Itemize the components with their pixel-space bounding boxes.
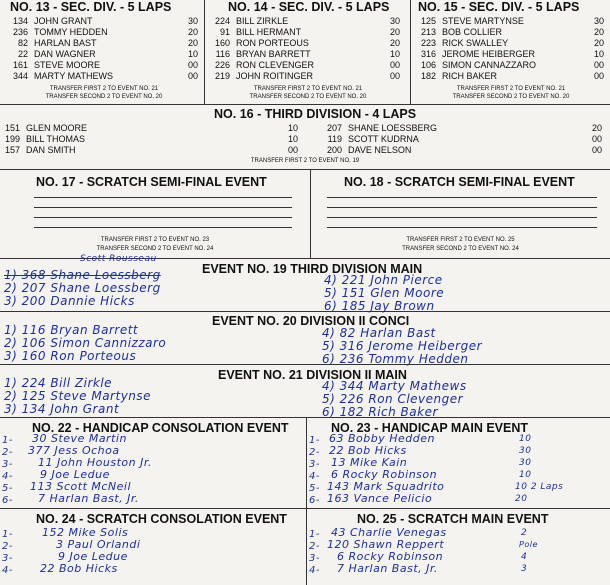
position-label: 3- xyxy=(309,459,320,470)
handwritten-result: 5) 226 Ron Clevenger xyxy=(322,392,464,406)
handwritten-result: 1) 368 Shane Loessberg xyxy=(4,268,161,282)
handwritten-result: 22 Bob Hicks xyxy=(40,562,118,575)
event-title: EVENT NO. 20 DIVISION II CONCI xyxy=(212,314,410,328)
position-label: 3- xyxy=(2,459,13,470)
event-title: NO. 24 - SCRATCH CONSOLATION EVENT xyxy=(36,512,287,526)
handwritten-result: 1) 116 Bryan Barrett xyxy=(4,323,139,337)
event-25-panel xyxy=(307,509,610,585)
handwritten-result: 63 Bobby Hedden xyxy=(329,432,435,445)
handwritten-result: 9 Joe Ledue xyxy=(58,550,128,563)
handwritten-note: 10 xyxy=(519,434,532,444)
event-14-panel: NO. 14 - SEC. DIV. - 5 LAPS 224 BILL ZIRKLE 30 91 BILL HERMANT 20 160 RON PORTEOUS 20 116 BRYAN BARRETT 10 226 RON CLEVENGER 00 219 JOHN ROITINGER 00 TRANSFER FIRST 2 TO EVENT NO. 21 TRANSFER SECOND 2 TO EVENT NO. 20 xyxy=(210,0,406,104)
handwritten-result: 11 John Houston Jr. xyxy=(38,456,152,469)
position-label: 1- xyxy=(309,435,320,446)
position-label: 3- xyxy=(2,553,13,564)
handwritten-annotation: Scott Rousseau xyxy=(80,254,157,264)
transfer-note: TRANSFER FIRST 2 TO EVENT NO. 25 xyxy=(406,237,515,243)
handwritten-note: 10 xyxy=(519,470,532,480)
handwritten-result: 163 Vance Pelicio xyxy=(327,492,433,505)
handwritten-result: 6) 182 Rich Baker xyxy=(322,405,438,419)
transfer-note: TRANSFER SECOND 2 TO EVENT NO. 24 xyxy=(96,246,214,252)
position-label: 2- xyxy=(309,447,320,458)
handwritten-result: 6) 185 Jay Brown xyxy=(324,299,435,313)
event-title: NO. 15 - SEC. DIV. - 5 LAPS xyxy=(418,0,580,14)
handwritten-result: 3) 200 Dannie Hicks xyxy=(4,294,135,308)
result-line xyxy=(327,217,597,218)
position-label: 6- xyxy=(2,495,13,506)
handwritten-result: 1) 224 Bill Zirkle xyxy=(4,376,113,390)
result-line xyxy=(34,227,292,228)
handwritten-result: 9 Joe Ledue xyxy=(40,468,110,481)
handwritten-result: 43 Charlie Venegas xyxy=(331,526,447,539)
event-title: EVENT NO. 21 DIVISION II MAIN xyxy=(218,368,407,382)
event-23-panel xyxy=(307,418,610,508)
transfer-note: TRANSFER SECOND 2 TO EVENT NO. 20 xyxy=(249,94,367,100)
handwritten-result: 2) 106 Simon Cannizzaro xyxy=(4,336,167,350)
handwritten-result: 5) 151 Glen Moore xyxy=(324,286,445,300)
event-16-panel: NO. 16 - THIRD DIVISION - 4 LAPS 151 GLEN MOORE 10 199 BILL THOMAS 10 157 DAN SMITH 00 207 SHANE LOESSBERG 20 119 SCOTT KUDRNA 00 200 DAVE NELSON 00 TRANSFER FIRST 2 TO EVENT NO. 19 xyxy=(0,105,610,169)
handwritten-result: 3) 134 John Grant xyxy=(4,402,120,416)
position-label: 2- xyxy=(309,541,320,552)
handwritten-result: 2) 125 Steve Martynse xyxy=(4,389,152,403)
transfer-note: TRANSFER FIRST 2 TO EVENT NO. 21 xyxy=(253,86,363,92)
transfer-note: TRANSFER FIRST 2 TO EVENT NO. 19 xyxy=(250,158,360,164)
position-label: 2- xyxy=(2,541,13,552)
event-title: NO. 18 - SCRATCH SEMI-FINAL EVENT xyxy=(344,175,575,189)
handwritten-note: 30 xyxy=(519,458,532,468)
event-title: NO. 13 - SEC. DIV. - 5 LAPS xyxy=(10,0,172,14)
event-title: NO. 25 - SCRATCH MAIN EVENT xyxy=(357,512,549,526)
column-divider xyxy=(204,0,205,104)
event-20-panel xyxy=(0,312,610,364)
result-line xyxy=(34,217,292,218)
handwritten-note: 2 xyxy=(521,528,528,538)
result-line xyxy=(34,207,292,208)
handwritten-result: 4) 82 Harlan Bast xyxy=(322,326,436,340)
event-13-panel: NO. 13 - SEC. DIV. - 5 LAPS 134 JOHN GRANT 30 236 TOMMY HEDDEN 20 82 HARLAN BAST 20 22 DAN WAGNER 10 161 STEVE MOORE 00 344 MARTY MATHEWS 00 TRANSFER FIRST 2 TO EVENT NO. 21 TRANSFER SECOND 2 TO EVENT NO. 20 xyxy=(10,0,198,100)
handwritten-result: 143 Mark Squadrito xyxy=(327,480,445,493)
event-24-panel xyxy=(0,509,306,585)
transfer-note: TRANSFER FIRST 2 TO EVENT NO. 23 xyxy=(100,237,210,243)
handwritten-result: 30 Steve Martin xyxy=(32,432,127,445)
handwritten-note: 20 xyxy=(515,494,528,504)
event-title: EVENT NO. 19 THIRD DIVISION MAIN xyxy=(202,262,423,276)
handwritten-result: 4) 221 John Pierce xyxy=(324,273,443,287)
event-title: NO. 16 - THIRD DIVISION - 4 LAPS xyxy=(214,107,417,121)
position-label: 4- xyxy=(2,565,13,576)
event-17-panel xyxy=(0,170,310,258)
handwritten-result: 4) 344 Marty Mathews xyxy=(322,379,467,393)
handwritten-result: 22 Bob Hicks xyxy=(329,444,407,457)
position-label: 4- xyxy=(309,565,320,576)
handwritten-result: 6 Rocky Robinson xyxy=(337,550,444,563)
handwritten-result: 3) 160 Ron Porteous xyxy=(4,349,137,363)
handwritten-result: 152 Mike Solis xyxy=(42,526,129,539)
handwritten-result: 113 Scott McNeil xyxy=(30,480,132,493)
handwritten-result: 6) 236 Tommy Hedden xyxy=(322,352,469,366)
event-15-panel: NO. 15 - SEC. DIV. - 5 LAPS 125 STEVE MARTYNSE 30 213 BOB COLLIER 20 223 RICK SWALLEY 20 316 JEROME HEIBERGER 10 106 SIMON CANNAZZARO 00 182 RICH BAKER 00 TRANSFER FIRST 2 TO EVENT NO. 21 TRANSFER SECOND 2 TO EVENT NO. 20 xyxy=(418,0,604,100)
position-label: 4- xyxy=(309,471,320,482)
position-label: 2- xyxy=(2,447,13,458)
event-title: NO. 23 - HANDICAP MAIN EVENT xyxy=(331,421,529,435)
handwritten-result: 6 Rocky Robinson xyxy=(331,468,438,481)
handwritten-result: 120 Shawn Reppert xyxy=(327,538,445,551)
handwritten-note: 10 2 Laps xyxy=(515,482,564,492)
handwritten-result: 7 Harlan Bast, Jr. xyxy=(38,492,139,505)
transfer-note: TRANSFER SECOND 2 TO EVENT NO. 24 xyxy=(402,246,519,252)
position-label: 1- xyxy=(2,529,13,540)
result-line xyxy=(327,197,597,198)
handwritten-result: 2) 207 Shane Loessberg xyxy=(4,281,161,295)
handwritten-result: 13 Mike Kain xyxy=(331,456,408,469)
handwritten-result: 377 Jess Ochoa xyxy=(28,444,120,457)
event-18-panel xyxy=(311,170,610,258)
handwritten-result: 5) 316 Jerome Heiberger xyxy=(322,339,483,353)
handwritten-note: Pole xyxy=(519,540,538,549)
result-line xyxy=(34,197,292,198)
handwritten-result: 3 Paul Orlandi xyxy=(56,538,141,551)
transfer-note: TRANSFER FIRST 2 TO EVENT NO. 21 xyxy=(456,86,566,92)
transfer-note: TRANSFER FIRST 2 TO EVENT NO. 21 xyxy=(49,86,159,92)
handwritten-note: 4 xyxy=(521,552,528,562)
handwritten-result: 7 Harlan Bast, Jr. xyxy=(337,562,438,575)
result-line xyxy=(327,227,597,228)
handwritten-note: 30 xyxy=(519,446,532,456)
event-19-panel xyxy=(0,254,610,313)
event-22-panel xyxy=(0,418,306,508)
handwritten-note: 3 xyxy=(521,564,528,574)
position-label: 5- xyxy=(2,483,13,494)
position-label: 1- xyxy=(2,435,13,446)
event-title: NO. 22 - HANDICAP CONSOLATION EVENT xyxy=(32,421,289,435)
position-label: 6- xyxy=(309,495,320,506)
transfer-note: TRANSFER SECOND 2 TO EVENT NO. 20 xyxy=(45,94,163,100)
event-title: NO. 14 - SEC. DIV. - 5 LAPS xyxy=(228,0,390,14)
position-label: 4- xyxy=(2,471,13,482)
position-label: 1- xyxy=(309,529,320,540)
event-title: NO. 17 - SCRATCH SEMI-FINAL EVENT xyxy=(36,175,267,189)
position-label: 5- xyxy=(309,483,320,494)
column-divider xyxy=(410,0,411,104)
result-line xyxy=(327,207,597,208)
event-21-panel xyxy=(0,365,610,417)
transfer-note: TRANSFER SECOND 2 TO EVENT NO. 20 xyxy=(452,94,570,100)
position-label: 3- xyxy=(309,553,320,564)
